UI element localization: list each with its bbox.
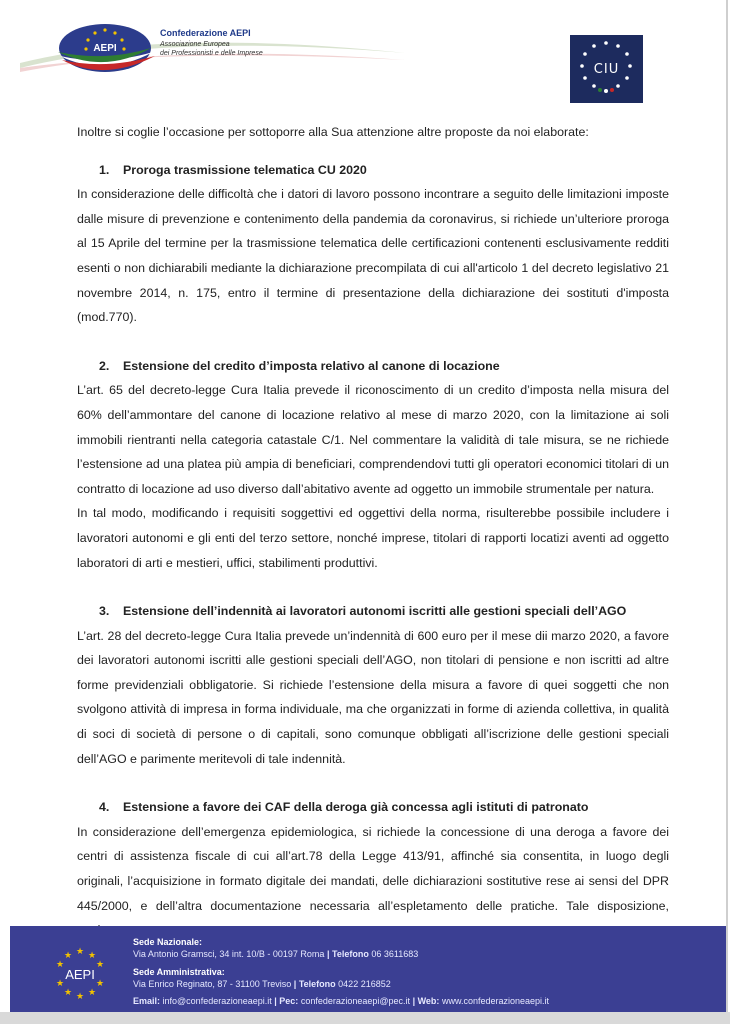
section-number: 4. [99,800,110,815]
viewer-bottom-strip [0,1012,730,1024]
section-spacer [77,771,669,795]
sede-nazionale-phone-label: Telefono [332,949,369,959]
org-name: Confederazione AEPI [160,28,251,38]
web-label: Web: [417,996,440,1006]
svg-text:★: ★ [95,979,105,989]
section-number: 2. [99,358,110,373]
sede-amministrativa-phone: 0422 216852 [338,979,391,989]
sede-amministrativa-address: Via Enrico Reginato, 87 - 31100 Treviso [133,979,292,989]
section-title-text: Estensione a favore dei CAF della deroga già concessa agli istituti di patronato [123,800,589,815]
section-paragraph: L’art. 65 del decreto-legge Cura Italia prevede il riconoscimento di un credito d’imposta nella misura del 60% dell’ammontare del canone di locazione relativo al mese di marzo 2020, con la limitazione ai soli immobili rientranti nella categoria catastale C/1. Nel commentare la validità di tale misura, se ne richiede l’estensione ad una platea più ampia di beneficiari, comprendendovi tutti gli operatori economici titolari di un contratto di locazione ad uso diverso dall’abitativo avente ad oggetto un immobile strumentale per natura. [77,383,669,496]
section-paragraph: In considerazione delle difficoltà che i datori di lavoro possono incontrare a seguito delle limitazioni imposte dalle misure di prevenzione e contenimento della pandemia da coronavirus, si richiede un’ulteriore proroga al 15 Aprile del termine per la trasmissione telematica delle certificazioni contenenti esclusivamente redditi esenti o non dichiarabili mediante la dichiarazione precompilata di cui all'articolo 1 del decreto legislativo 21 novembre 2014, n. 175, entro il termine di presentazione della dichiarazione dei sostituti d'imposta (mod.770). [77,187,669,325]
letter-footer [10,926,726,1012]
ciu-logo [570,35,643,103]
svg-text:★: ★ [75,992,85,1002]
pec-label: Pec: [279,996,299,1006]
section-number: 1. [99,162,110,177]
org-subtitle-1: Associazione Europea [160,41,230,48]
section-spacer [77,575,669,599]
sede-nazionale-label: Sede Nazionale: [133,937,203,947]
svg-text:AEPI: AEPI [93,43,117,54]
letter-body [77,120,669,943]
svg-text:★: ★ [95,960,105,970]
contacts-line: Email: info@confederazioneaepi.it | Pec: confederazioneaepi@pec.it | Web: www.confederazioneaepi.it [133,996,550,1006]
svg-text:★: ★ [63,951,73,961]
svg-text:★: ★ [55,979,65,989]
section-paragraph: In tal modo, modificando i requisiti soggettivi ed oggettivi della norma, risulterebbe possibile includere i lavoratori autonomi e gli enti del terzo settore, nonché imprese, titolari di rapporti locatizi aventi ad oggetto laboratori di arti e mestieri, uffici, stabilimenti produttivi. [77,506,669,570]
section-title [77,599,669,624]
letterhead [0,0,726,115]
section-spacer [77,330,669,354]
web-link[interactable]: www.confederazioneaepi.it [441,996,550,1006]
email-link[interactable]: info@confederazioneaepi.it [162,996,272,1006]
svg-text:★: ★ [75,947,85,957]
sede-nazionale-address: Via Antonio Gramsci, 34 int. 10/B - 00197 Roma [133,949,325,959]
svg-text:★: ★ [63,988,73,998]
sede-nazionale-line: Via Antonio Gramsci, 34 int. 10/B - 00197 Roma | Telefono 06 3611683 [133,949,419,959]
svg-text:★: ★ [55,960,65,970]
section-title [77,354,669,379]
aepi-footer-logo [50,942,110,1002]
sede-amministrativa-line: Via Enrico Reginato, 87 - 31100 Treviso | Telefono 0422 216852 [133,979,391,989]
section-title-text: Proroga trasmissione telematica CU 2020 [123,162,367,177]
svg-text:★: ★ [87,988,97,998]
sede-amministrativa-label: Sede Amministrativa: [133,967,225,977]
section-title [77,158,669,183]
svg-text:AEPI: AEPI [65,967,95,982]
sede-nazionale-phone: 06 3611683 [371,949,419,959]
section-paragraph: L’art. 28 del decreto-legge Cura Italia prevede un’indennità di 600 euro per il mese dii marzo 2020, a favore dei lavoratori autonomi iscritti alle gestioni speciali dell’AGO, non titolari di pensione e non iscritti ad altre forme previdenziali obbligatorie. Si richiede l’estensione della misura a favore di quei soggetti che non svolgono attività di impresa in forma individuale, ma che organizzati in forme di azienda collettiva, in qualità di soci di società di persone o di capitali, sono comunque obbligati all’iscrizione delle gestioni speciali dell’AGO e parimente meritevoli di tale indennità. [77,628,669,766]
email-label: Email: [133,996,161,1006]
sede-amministrativa-phone-label: Telefono [298,979,336,989]
org-subtitle-2: dei Professionisti e delle Imprese [160,50,263,57]
section-title-text: Estensione del credito d’imposta relativo al canone di locazione [123,358,500,373]
section-title [77,795,669,820]
svg-text:★: ★ [87,951,97,961]
intro-paragraph: Inoltre si coglie l’occasione per sottoporre alla Sua attenzione altre proposte da noi elaborate: [77,125,589,139]
pec-link[interactable]: confederazioneaepi@pec.it [300,996,411,1006]
ciu-logo-text: CIU [593,62,620,77]
section-title-text: Estensione dell’indennità ai lavoratori autonomi iscritti alle gestioni speciali dell’AGO [123,604,627,619]
section-number: 3. [99,604,110,619]
section-paragraph: In considerazione dell’emergenza epidemiologica, si richiede la concessione di una deroga a favore dei centri di assistenza fiscale di cui all’art.78 della Legge 413/91, affinché sia consentita, in luogo degli originali, l’acquisizione in formato digitale dei mandati, delle dichiarazioni sostitutive rese ai sensi del DPR 445/2000, e dell’altra documentazione necessaria all’espletamento delle pratiche. Tale disposizione, [77,824,669,913]
